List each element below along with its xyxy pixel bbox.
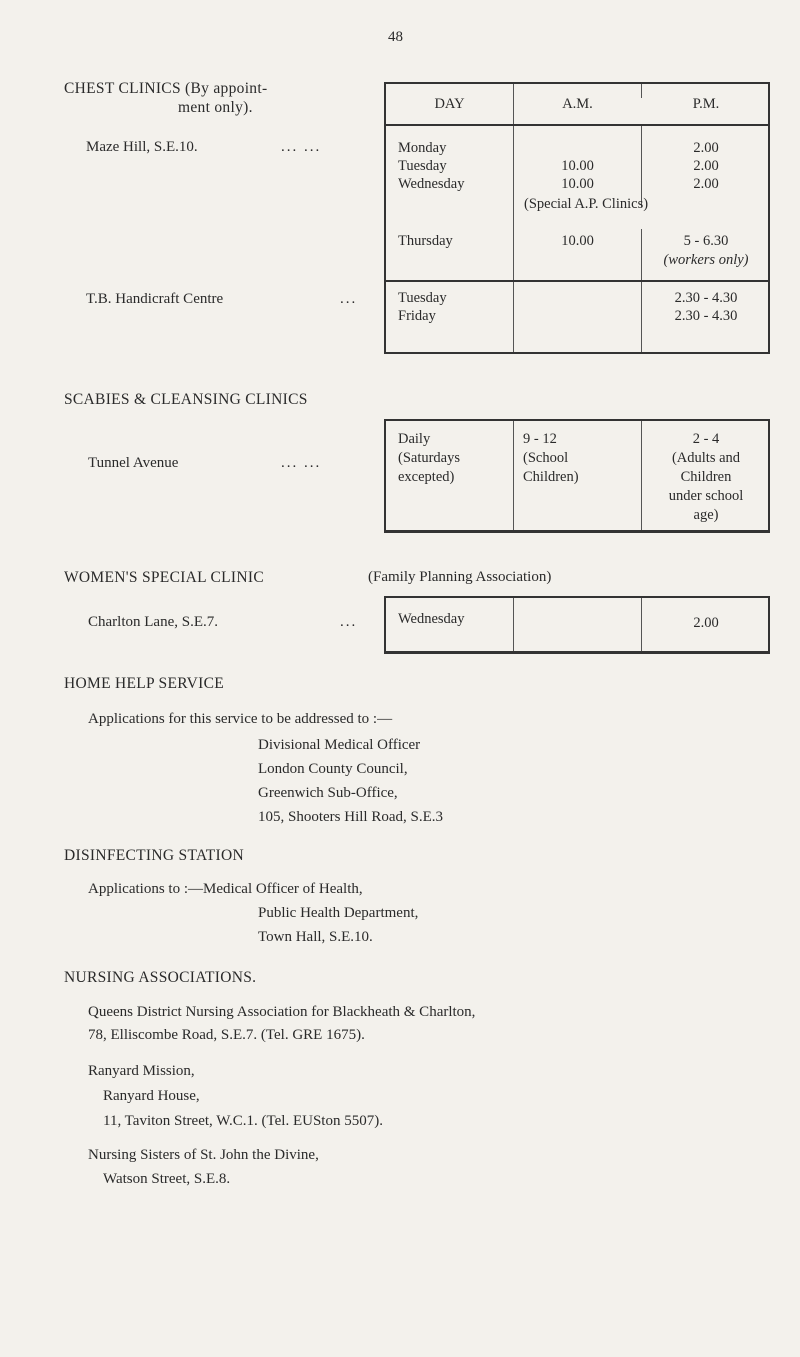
scabies-pm-line1: 2 - 4 — [692, 431, 720, 447]
womens-pm: 2.00 — [693, 615, 719, 631]
disinfecting-heading: DISINFECTING STATION — [64, 847, 244, 864]
queens-district-line: Queens District Nursing Association for Blackheath & Charlton, — [88, 1004, 476, 1020]
day-wednesday: Wednesday — [398, 176, 465, 192]
womens-day: Wednesday — [398, 611, 465, 627]
nursing-heading: NURSING ASSOCIATIONS. — [64, 969, 257, 986]
leader-dots: ... ... — [281, 139, 322, 155]
home-help-address-line: Greenwich Sub-Office, — [258, 785, 398, 801]
workers-only-note: (workers only) — [663, 252, 749, 268]
scabies-pm-line4: under school — [668, 488, 744, 504]
nursing-sisters-address: Watson Street, S.E.8. — [103, 1171, 231, 1187]
location-charlton-lane: Charlton Lane, S.E.7. — [88, 614, 218, 630]
location-tunnel-avenue: Tunnel Avenue — [88, 455, 179, 471]
page-number: 48 — [388, 29, 403, 45]
am-wednesday: 10.00 — [561, 176, 594, 192]
chest-clinics-heading-cont: ment only). — [178, 99, 253, 116]
home-help-address-line: Divisional Medical Officer — [258, 737, 421, 753]
location-maze-hill: Maze Hill, S.E.10. — [86, 139, 198, 155]
scabies-pm-line5: age) — [693, 507, 719, 523]
queens-district-address: 78, Elliscombe Road, S.E.7. (Tel. GRE 1675). — [88, 1027, 365, 1043]
scabies-pm-line3: Children — [680, 469, 732, 485]
col-header-pm: P.M. — [692, 96, 720, 112]
am-thursday: 10.00 — [561, 233, 594, 249]
pm-tuesday-tb: 2.30 - 4.30 — [674, 290, 738, 306]
disinfecting-address-line: Public Health Department, — [258, 905, 419, 921]
ranyard-address: 11, Taviton Street, W.C.1. (Tel. EUSton 5507). — [103, 1113, 383, 1129]
disinfecting-address-line: Town Hall, S.E.10. — [258, 929, 373, 945]
leader-dots: ... — [340, 291, 358, 307]
scabies-day-line1: Daily — [398, 431, 431, 447]
leader-dots: ... ... — [281, 455, 322, 471]
home-help-address-line: 105, Shooters Hill Road, S.E.3 — [258, 809, 444, 825]
chest-clinic-table — [384, 82, 770, 354]
pm-monday: 2.00 — [693, 140, 719, 156]
ranyard-mission: Ranyard Mission, — [88, 1063, 195, 1079]
day-monday: Monday — [398, 140, 447, 156]
leader-dots: ... — [340, 614, 358, 630]
day-tuesday: Tuesday — [398, 158, 447, 174]
home-help-address-line: London County Council, — [258, 761, 408, 777]
pm-wednesday: 2.00 — [693, 176, 719, 192]
disinfecting-line: Applications to :—Medical Officer of Health, — [88, 881, 363, 897]
nursing-sisters-line: Nursing Sisters of St. John the Divine, — [88, 1147, 319, 1163]
day-thursday: Thursday — [398, 233, 453, 249]
pm-thursday: 5 - 6.30 — [683, 233, 729, 249]
scabies-heading: SCABIES & CLEANSING CLINICS — [64, 391, 308, 408]
scabies-day-line2: (Saturdays — [398, 450, 461, 466]
scabies-day-line3: excepted) — [398, 469, 455, 485]
scabies-table — [384, 419, 770, 533]
day-tuesday-tb: Tuesday — [398, 290, 447, 306]
ranyard-house: Ranyard House, — [103, 1088, 200, 1104]
womens-clinic-subheading: (Family Planning Association) — [368, 569, 552, 585]
day-friday-tb: Friday — [398, 308, 436, 324]
location-tb-handicraft: T.B. Handicraft Centre — [86, 291, 224, 307]
pm-friday-tb: 2.30 - 4.30 — [674, 308, 738, 324]
scabies-am-line2: (School — [523, 450, 569, 466]
special-ap-note: (Special A.P. Clinics) — [524, 196, 649, 212]
scabies-am-line3: Children) — [523, 469, 579, 485]
home-help-intro: Applications for this service to be addressed to :— — [88, 711, 393, 727]
pm-tuesday: 2.00 — [693, 158, 719, 174]
col-header-day: DAY — [434, 96, 465, 112]
womens-clinic-table — [384, 596, 770, 654]
col-header-am: A.M. — [562, 96, 593, 112]
scabies-am-line1: 9 - 12 — [523, 431, 557, 447]
chest-clinics-heading: CHEST CLINICS (By appoint- — [64, 80, 268, 97]
home-help-heading: HOME HELP SERVICE — [64, 675, 225, 692]
am-tuesday: 10.00 — [561, 158, 594, 174]
womens-clinic-heading: WOMEN'S SPECIAL CLINIC — [64, 569, 264, 586]
scabies-pm-line2: (Adults and — [671, 450, 741, 466]
